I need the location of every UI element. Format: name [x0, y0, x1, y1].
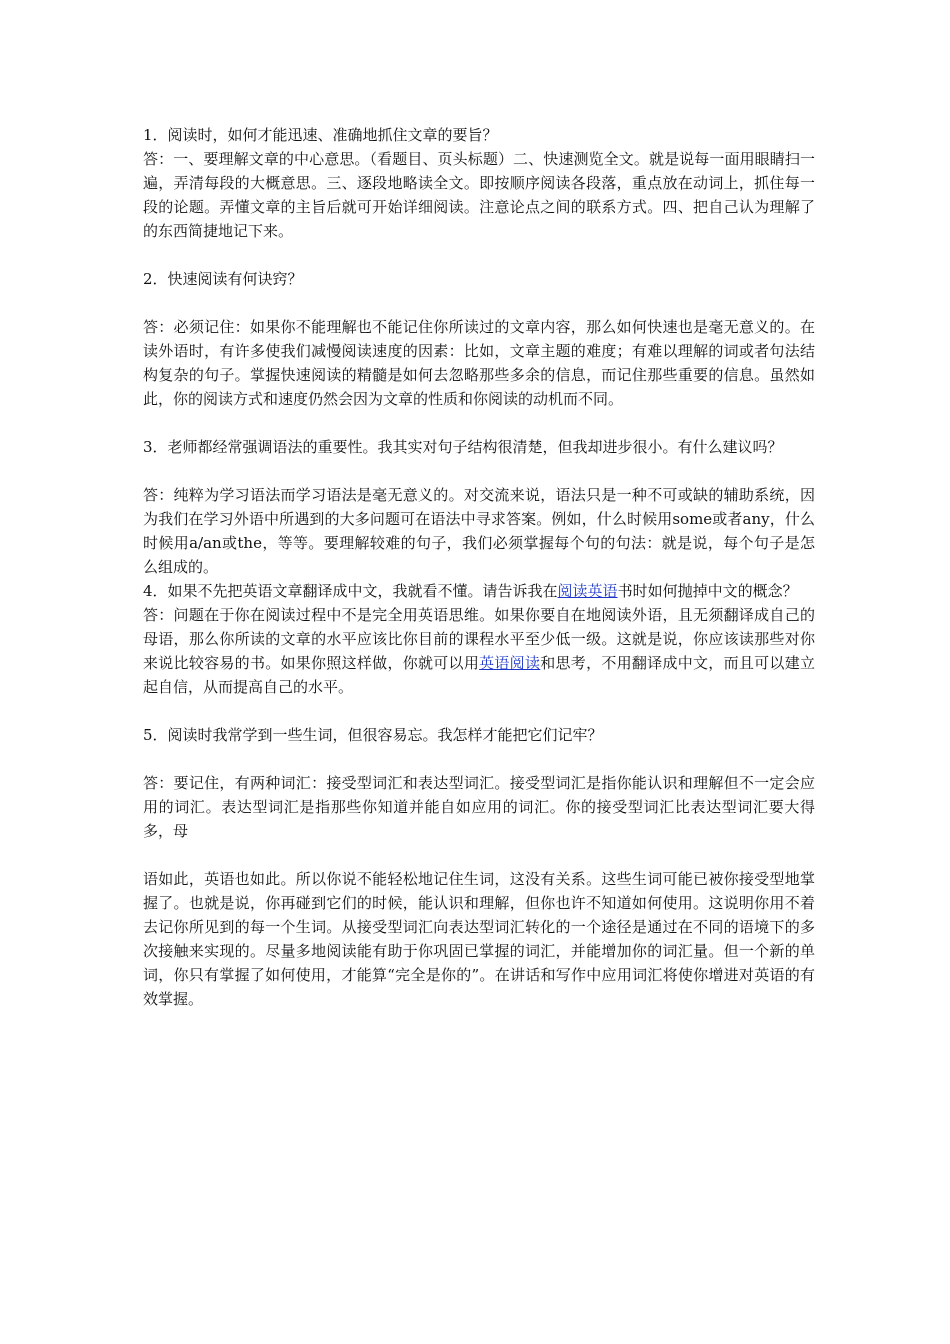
question-4-text-start: 4．如果不先把英语文章翻译成中文，我就看不懂。请告诉我在 [143, 582, 558, 600]
paragraph-gap [143, 843, 815, 867]
question-2: 2．快速阅读有何诀窍？ [143, 270, 303, 288]
paragraph-gap [143, 411, 815, 435]
paragraph-gap [143, 699, 815, 723]
question-3: 3．老师都经常强调语法的重要性。我其实对句子结构很清楚，但我却进步很小。有什么建议吗？ [143, 438, 783, 456]
answer-4-text-end: 和思考，不用翻译成中文，而且可以建立起自信，从而提高自己的水平。 [143, 654, 815, 696]
question-4-text-end: 书时如何抛掉中文的概念？ [617, 582, 798, 600]
answer-5-part-1: 答：要记住，有两种词汇：接受型词汇和表达型词汇。接受型词汇是指你能认识和理解但不一定会应用的词汇。表达型词汇是指那些你知道并能自如应用的词汇。你的接受型词汇比表达型词汇要大得多，母 [143, 774, 815, 840]
answer-5-part-2: 语如此，英语也如此。所以你说不能轻松地记住生词，这没有关系。这些生词可能已被你接受型地掌握了。也就是说，你再碰到它们的时候，能认识和理解，但你也许不知道如何使用。这说明你用不着去记你所见到的每一个生词。从接受型词汇向表达型词汇转化的一个途径是通过在不同的语境下的多次接触来实现的。尽量多地阅读能有助于你巩固已掌握的词汇，并能增加你的词汇量。但一个新的单词，你只有掌握了如何使用，才能算“完全是你的”。在讲话和写作中应用词汇将使你增进对英语的有效掌握。 [143, 870, 815, 1008]
question-5: 5．阅读时我常学到一些生词，但很容易忘。我怎样才能把它们记牢？ [143, 726, 603, 744]
document-body [143, 123, 815, 1011]
question-1: 1．阅读时，如何才能迅速、准确地抓住文章的要旨？ [143, 126, 498, 144]
answer-1: 答：一、要理解文章的中心意思。（看题目、页头标题）二、快速测览全文。就是说每一面用眼睛扫一遍，弄清每段的大概意思。三、逐段地略读全文。即按顺序阅读各段落，重点放在动词上，抓住每一段的论题。弄懂文章的主旨后就可开始详细阅读。注意论点之间的联系方式。四、把自己认为理解了的东西简捷地记下来。 [143, 150, 815, 240]
answer-3: 答：纯粹为学习语法而学习语法是毫无意义的。对交流来说，语法只是一种不可或缺的辅助系统，因为我们在学习外语中所遇到的大多问题可在语法中寻求答案。例如，什么时候用some或者any，什么时候用a/an或the，等等。要理解较难的句子，我们必须掌握每个句的句法：就是说，每个句子是怎么组成的。 [143, 486, 815, 576]
question-4 [143, 579, 815, 603]
paragraph-gap [143, 747, 815, 771]
english-reading-link[interactable]: 英语阅读 [479, 654, 541, 672]
read-english-link[interactable]: 阅读英语 [557, 582, 618, 600]
answer-2: 答：必须记住：如果你不能理解也不能记住你所读过的文章内容，那么如何快速也是毫无意义的。在读外语时，有许多使我们减慢阅读速度的因素：比如，文章主题的难度；有难以理解的词或者句法结构复杂的句子。掌握快速阅读的精髓是如何去忽略那些多余的信息，而记住那些重要的信息。虽然如此，你的阅读方式和速度仍然会因为文章的性质和你阅读的动机而不同。 [143, 318, 815, 408]
paragraph-gap [143, 291, 815, 315]
answer-4-text-start: 答：问题在于你在阅读过程中不是完全用英语思维。如果你要自在地阅读外语，且无须翻译成自己的母语，那么你所读的文章的水平应该比你目前的课程水平至少低一级。这就是说，你应该读那些对你来说比较容易的书。如果你照这样做，你就可以用 [143, 606, 815, 672]
paragraph-gap [143, 243, 815, 267]
paragraph-gap [143, 459, 815, 483]
answer-4 [143, 603, 815, 699]
